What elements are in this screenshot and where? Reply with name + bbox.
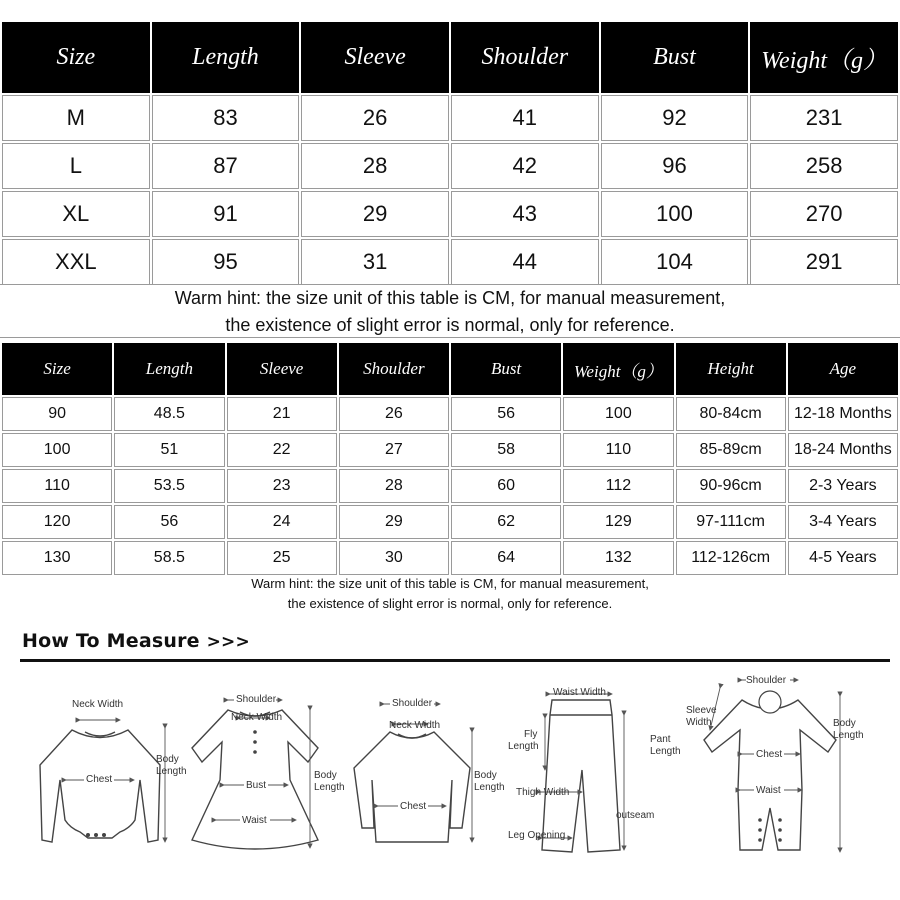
table-cell: 26 <box>339 397 449 431</box>
table-cell: 25 <box>227 541 337 575</box>
table-cell: L <box>2 143 150 189</box>
table-cell: 130 <box>2 541 112 575</box>
how-to-measure-label: How To Measure <box>22 630 200 652</box>
table-cell: 270 <box>750 191 898 237</box>
size-table-kids <box>0 341 900 577</box>
header-bust: Bust <box>601 22 749 93</box>
header-bust: Bust <box>451 343 561 395</box>
fly-label: Fly <box>524 729 538 740</box>
header-size: Size <box>2 22 150 93</box>
table-cell: 44 <box>451 239 599 285</box>
table-row <box>2 541 898 575</box>
header-sleeve: Sleeve <box>301 22 449 93</box>
table-cell: 29 <box>339 505 449 539</box>
leg-opening-label: Leg Opening <box>508 830 566 841</box>
table-header-row <box>2 22 898 93</box>
table-cell: 22 <box>227 433 337 467</box>
table-cell: XL <box>2 191 150 237</box>
table-cell: 2-3 Years <box>788 469 898 503</box>
table-cell: 23 <box>227 469 337 503</box>
warm-hint-line-2: the existence of slight error is normal, only for reference. <box>287 596 613 611</box>
header-size: Size <box>2 343 112 395</box>
table-cell: 97-111cm <box>676 505 786 539</box>
table-cell: 87 <box>152 143 300 189</box>
table-cell: 83 <box>152 95 300 141</box>
table-cell: 3-4 Years <box>788 505 898 539</box>
romper-figure <box>704 680 840 852</box>
table-header-row <box>2 343 898 395</box>
table-cell: 129 <box>563 505 673 539</box>
table-row <box>2 239 898 285</box>
table-cell: 96 <box>601 143 749 189</box>
table-cell: 60 <box>451 469 561 503</box>
width-label: Width <box>686 717 712 728</box>
shoulder-label: Shoulder <box>236 694 277 705</box>
table-cell: 28 <box>339 469 449 503</box>
table-cell: 231 <box>750 95 898 141</box>
sleeve-label: Sleeve <box>686 705 717 716</box>
table-cell: 85-89cm <box>676 433 786 467</box>
table-cell: 41 <box>451 95 599 141</box>
table-cell: 100 <box>601 191 749 237</box>
length-label: Length <box>156 766 187 777</box>
table-cell: 80-84cm <box>676 397 786 431</box>
body-label: Body <box>474 770 497 781</box>
chest-label: Chest <box>86 774 113 785</box>
table-cell: 28 <box>301 143 449 189</box>
table-cell: 95 <box>152 239 300 285</box>
table-cell: 18-24 Months <box>788 433 898 467</box>
table-cell: M <box>2 95 150 141</box>
section-divider <box>20 659 890 662</box>
table-cell: 42 <box>451 143 599 189</box>
table-cell: 110 <box>563 433 673 467</box>
table-cell: 100 <box>2 433 112 467</box>
warm-hint-line-1: Warm hint: the size unit of this table is CM, for manual measurement, <box>174 288 726 308</box>
table-cell: 112 <box>563 469 673 503</box>
table-row <box>2 433 898 467</box>
neck-width-label: Neck Width <box>231 712 283 723</box>
warm-hint-kids <box>0 574 900 614</box>
length-label: Length <box>650 746 681 757</box>
warm-hint-line-2: the existence of slight error is normal, only for reference. <box>225 315 675 335</box>
table-cell: 92 <box>601 95 749 141</box>
table-row <box>2 397 898 431</box>
length-label: Length <box>833 730 864 741</box>
waist-label: Waist <box>756 785 781 796</box>
table-row <box>2 505 898 539</box>
table-cell: 26 <box>301 95 449 141</box>
table-cell: 64 <box>451 541 561 575</box>
thigh-width-label: Thigh Width <box>516 787 570 798</box>
table-cell: 30 <box>339 541 449 575</box>
table-cell: 53.5 <box>114 469 224 503</box>
pant-label: Pant <box>650 734 671 745</box>
header-length: Length <box>114 343 224 395</box>
body-label: Body <box>833 718 856 729</box>
table-cell: 31 <box>301 239 449 285</box>
table-cell: 4-5 Years <box>788 541 898 575</box>
how-to-measure-title <box>22 630 250 652</box>
table-cell: XXL <box>2 239 150 285</box>
size-table-adult <box>0 20 900 287</box>
table-cell: 29 <box>301 191 449 237</box>
table-row <box>2 191 898 237</box>
header-age: Age <box>788 343 898 395</box>
table-cell: 112-126cm <box>676 541 786 575</box>
measurement-illustrations <box>0 670 900 900</box>
length-label: Length <box>508 741 539 752</box>
header-shoulder: Shoulder <box>451 22 599 93</box>
table-cell: 43 <box>451 191 599 237</box>
table-cell: 56 <box>114 505 224 539</box>
warm-hint-adult <box>0 284 900 338</box>
table-cell: 90-96cm <box>676 469 786 503</box>
table-cell: 27 <box>339 433 449 467</box>
pants-figure <box>540 694 624 852</box>
table-cell: 62 <box>451 505 561 539</box>
table-cell: 48.5 <box>114 397 224 431</box>
triple-chevron-icon: >>> <box>206 632 250 652</box>
table-cell: 90 <box>2 397 112 431</box>
body-label: Body <box>156 754 179 765</box>
table-cell: 58 <box>451 433 561 467</box>
chest-label: Chest <box>400 801 427 812</box>
shoulder-label: Shoulder <box>746 675 787 686</box>
outseam-label: outseam <box>616 810 655 821</box>
table-cell: 120 <box>2 505 112 539</box>
neck-width-label: Neck Width <box>389 720 441 731</box>
body-label: Body <box>314 770 337 781</box>
header-weight: Weight（g） <box>750 22 898 93</box>
table-cell: 132 <box>563 541 673 575</box>
shoulder-label: Shoulder <box>392 698 433 709</box>
warm-hint-line-1: Warm hint: the size unit of this table is CM, for manual measurement, <box>251 576 649 591</box>
table-cell: 12-18 Months <box>788 397 898 431</box>
table-cell: 291 <box>750 239 898 285</box>
table-row <box>2 95 898 141</box>
chest-label: Chest <box>756 749 783 760</box>
header-sleeve: Sleeve <box>227 343 337 395</box>
table-cell: 58.5 <box>114 541 224 575</box>
table-cell: 258 <box>750 143 898 189</box>
neck-width-label: Neck Width <box>72 699 124 710</box>
table-cell: 100 <box>563 397 673 431</box>
table-cell: 56 <box>451 397 561 431</box>
header-length: Length <box>152 22 300 93</box>
header-height: Height <box>676 343 786 395</box>
length-label: Length <box>474 782 505 793</box>
header-shoulder: Shoulder <box>339 343 449 395</box>
table-cell: 104 <box>601 239 749 285</box>
table-row <box>2 469 898 503</box>
table-cell: 91 <box>152 191 300 237</box>
waist-label: Waist <box>242 815 267 826</box>
table-cell: 21 <box>227 397 337 431</box>
table-row <box>2 143 898 189</box>
bust-label: Bust <box>246 780 267 791</box>
table-cell: 110 <box>2 469 112 503</box>
table-cell: 51 <box>114 433 224 467</box>
length-label: Length <box>314 782 345 793</box>
table-cell: 24 <box>227 505 337 539</box>
waist-width-label: Waist Width <box>553 687 606 698</box>
header-weight: Weight（g） <box>563 343 673 395</box>
